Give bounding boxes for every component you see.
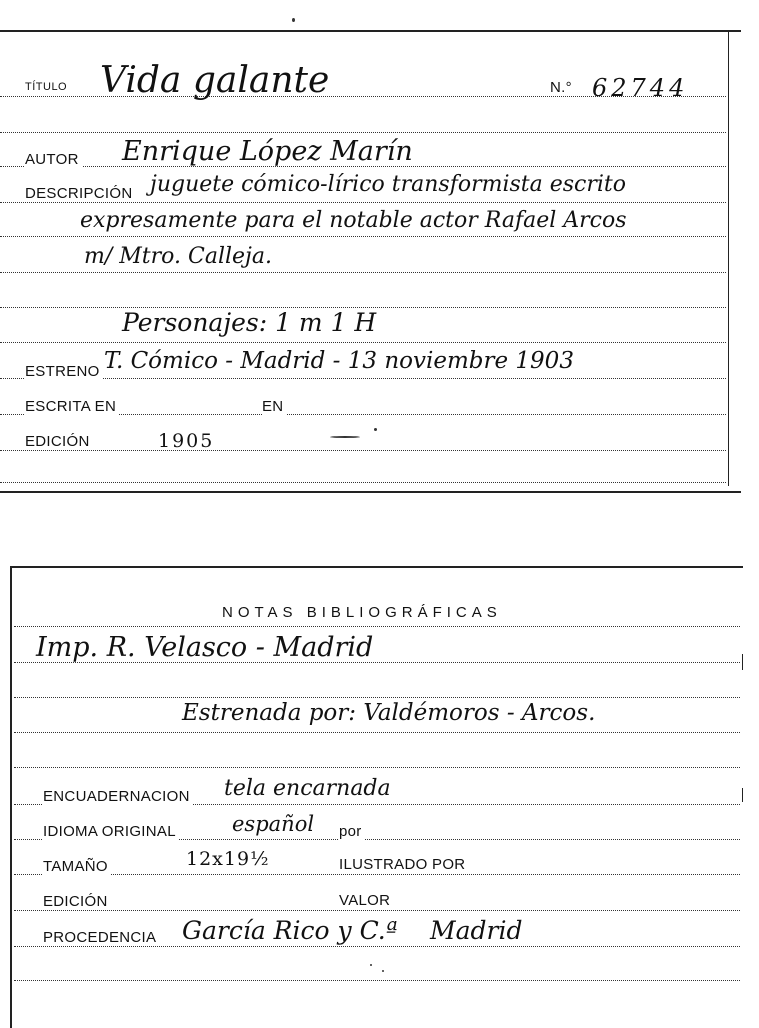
- value-titulo: Vida galante: [100, 60, 330, 101]
- value-descripcion-line3: m/ Mtro. Calleja.: [84, 244, 272, 269]
- card-top-edge: [0, 30, 741, 32]
- ink-speck: [370, 964, 372, 966]
- value-descripcion-line2: expresamente para el notable actor Rafael Arcos: [80, 208, 627, 233]
- heading-notas-bibliograficas: NOTAS BIBLIOGRÁFICAS: [222, 604, 502, 621]
- value-autor: Enrique López Marín: [122, 136, 413, 167]
- rule-bottom: [0, 482, 726, 483]
- label-descripcion: DESCRIPCIÓN: [25, 185, 135, 202]
- card-right-tick: [742, 654, 744, 670]
- value-procedencia: García Rico y C.ª: [182, 916, 398, 945]
- value-procedencia-city: Madrid: [430, 916, 523, 945]
- label-por: por: [339, 823, 365, 840]
- label-encuadernacion: ENCUADERNACION: [43, 788, 193, 805]
- rule-estreno: [0, 378, 726, 379]
- ink-speck: [292, 18, 295, 22]
- value-edicion: 1905: [158, 430, 215, 452]
- value-numero: 62744: [592, 74, 689, 102]
- ink-speck: [374, 428, 377, 431]
- label-escrita-en: ESCRITA EN: [25, 398, 119, 415]
- value-tamano: 12x19½: [186, 848, 270, 870]
- note-imprenta: Imp. R. Velasco - Madrid: [36, 632, 374, 663]
- rule-personajes: [0, 342, 726, 343]
- label-tamano: TAMAÑO: [43, 858, 111, 875]
- catalog-card-top: [0, 30, 741, 492]
- rule-descripcion: [0, 202, 726, 203]
- card-right-edge: [728, 30, 730, 486]
- label-estreno: ESTRENO: [25, 363, 103, 380]
- rule-edicion: [14, 910, 740, 911]
- rule-edicion: [0, 450, 726, 451]
- value-encuadernacion: tela encarnada: [224, 776, 391, 801]
- label-edicion: EDICIÓN: [25, 433, 93, 450]
- rule-descripcion-2: [0, 236, 726, 237]
- rule-blank-3: [14, 980, 740, 981]
- label-en: EN: [262, 398, 286, 415]
- rule-descripcion-3: [0, 272, 726, 273]
- note-estrenada-por: Estrenada por: Valdémoros - Arcos.: [182, 700, 596, 726]
- label-idioma-original: IDIOMA ORIGINAL: [43, 823, 179, 840]
- rule-notas-3: [14, 697, 740, 698]
- rule-notas-5: [14, 767, 740, 768]
- value-idioma-original: español: [232, 812, 315, 836]
- card-top-edge: [10, 566, 743, 568]
- rule-tamano: [14, 874, 740, 875]
- ink-speck: [382, 970, 384, 972]
- label-numero: N.°: [550, 79, 572, 96]
- label-procedencia: PROCEDENCIA: [43, 929, 159, 946]
- rule-blank-1: [0, 132, 726, 133]
- label-titulo: TÍTULO: [25, 81, 70, 93]
- card-left-edge: [10, 566, 12, 1028]
- label-ilustrado-por: ILUSTRADO POR: [339, 856, 468, 873]
- label-edicion: EDICIÓN: [43, 893, 111, 910]
- value-personajes: Personajes: 1 m 1 H: [122, 308, 377, 337]
- rule-procedencia: [14, 946, 740, 947]
- rule-notas-1: [14, 626, 740, 627]
- rule-notas-4: [14, 732, 740, 733]
- catalog-card-bottom: [10, 566, 743, 1028]
- label-valor: VALOR: [339, 892, 393, 909]
- card-right-tick: [742, 788, 744, 802]
- ink-mark: [330, 436, 360, 438]
- card-bottom-edge: [0, 491, 741, 493]
- value-estreno: T. Cómico - Madrid - 13 noviembre 1903: [104, 348, 574, 374]
- value-descripcion-line1: juguete cómico-lírico transformista escrito: [150, 172, 627, 197]
- label-autor: AUTOR: [25, 151, 82, 168]
